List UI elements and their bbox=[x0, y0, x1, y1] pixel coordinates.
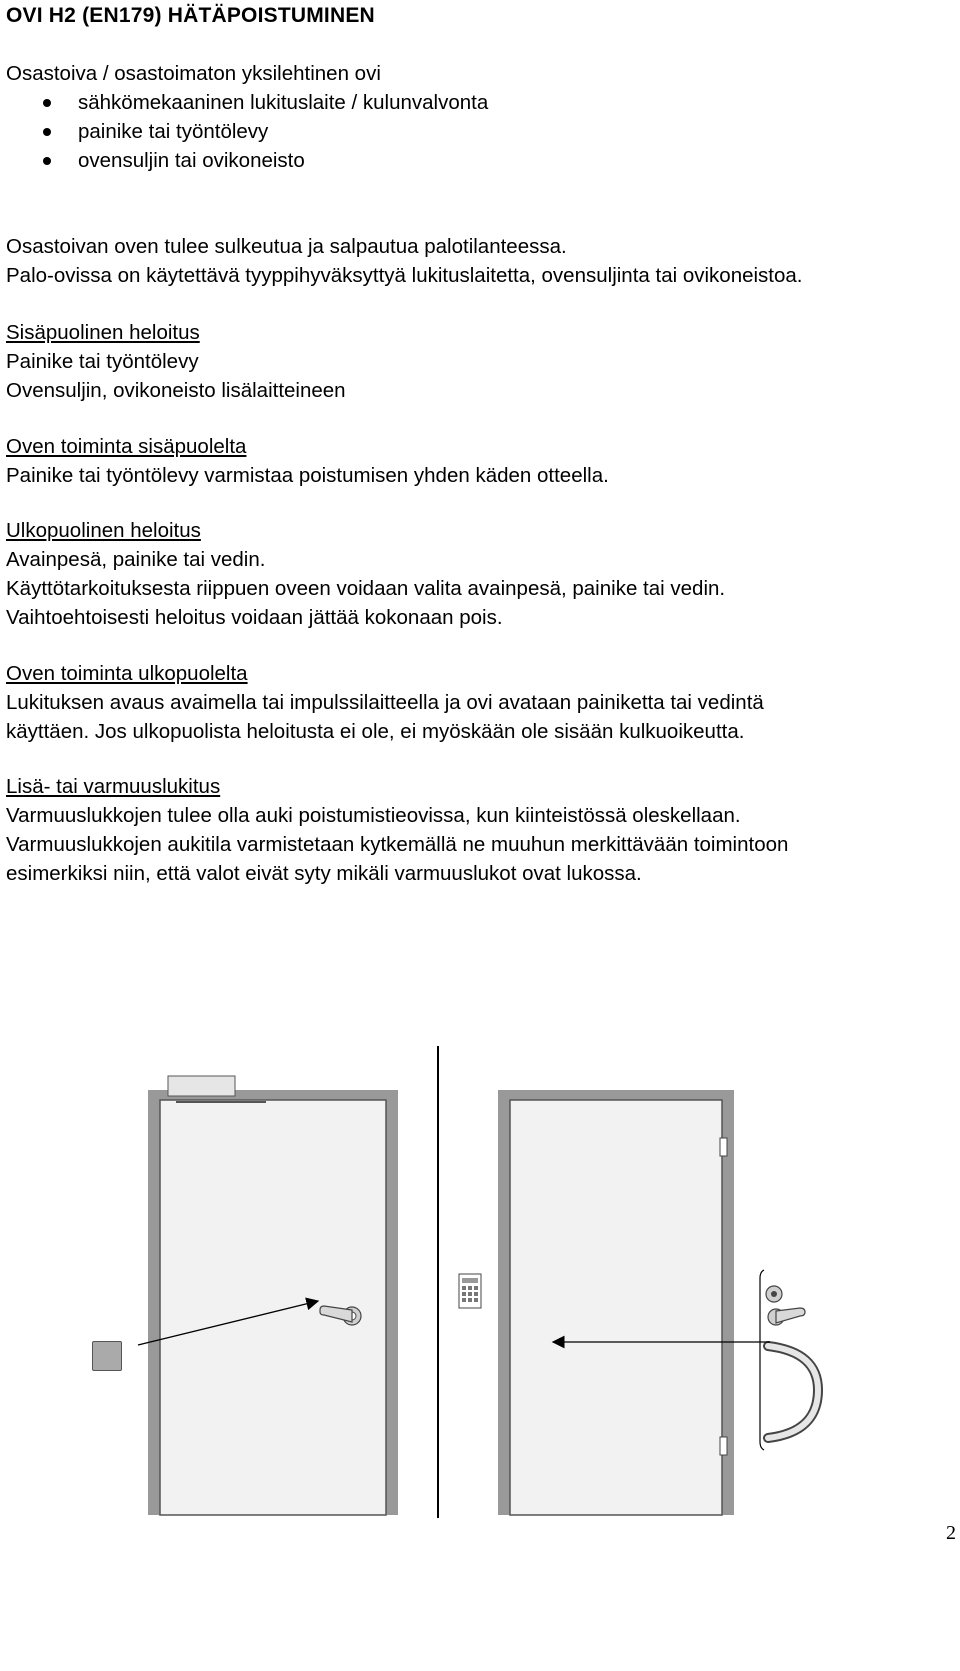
section-heading: Ulkopuolinen heloitus bbox=[6, 519, 201, 542]
document-title: OVI H2 (EN179) HÄTÄPOISTUMINEN bbox=[6, 4, 375, 27]
paragraph-line: Ovensuljin, ovikoneisto lisälaitteineen bbox=[6, 379, 346, 402]
page-number: 2 bbox=[946, 1522, 956, 1544]
hinge-icon bbox=[720, 1437, 727, 1455]
card-reader-icon bbox=[459, 1274, 481, 1308]
key-cylinder-icon bbox=[766, 1286, 782, 1302]
door-leaf bbox=[510, 1100, 722, 1515]
exit-push-button bbox=[92, 1341, 122, 1371]
paragraph-line: käyttäen. Jos ulkopuolista heloitusta ei ole, ei myöskään ole sisään kulkuoikeutta. bbox=[6, 720, 745, 743]
door-handle-icon bbox=[768, 1308, 805, 1325]
door-illustration bbox=[0, 1040, 960, 1520]
paragraph-line: Varmuuslukkojen aukitila varmistetaan kytkemällä ne muuhun merkittävään toimintoon bbox=[6, 833, 789, 856]
paragraph-line: Avainpesä, painike tai vedin. bbox=[6, 548, 266, 571]
bullet-icon bbox=[43, 128, 51, 136]
paragraph-line: Painike tai työntölevy bbox=[6, 350, 199, 373]
paragraph-line: Osastoivan oven tulee sulkeutua ja salpautua palotilanteessa. bbox=[6, 235, 567, 258]
component-list bbox=[6, 88, 488, 175]
door-closer-icon bbox=[168, 1076, 235, 1096]
list-item: painike tai työntölevy bbox=[6, 117, 488, 146]
list-item: sähkömekaaninen lukituslaite / kulunvalvonta bbox=[6, 88, 488, 117]
fire-door-note bbox=[6, 232, 803, 290]
section-outside-operation bbox=[6, 659, 764, 746]
section-outside-hardware bbox=[6, 516, 725, 632]
paragraph-line: Käyttötarkoituksesta riippuen oveen voidaan valita avainpesä, painike tai vedin. bbox=[6, 577, 726, 600]
outside-door-view bbox=[459, 1090, 818, 1515]
section-heading: Lisä- tai varmuuslukitus bbox=[6, 775, 221, 798]
section-inside-hardware bbox=[6, 318, 346, 405]
hinge-icon bbox=[720, 1138, 727, 1156]
paragraph-line: Palo-ovissa on käytettävä tyyppihyväksyttyä lukituslaitetta, ovensuljinta tai ovikoneistoa. bbox=[6, 264, 803, 287]
section-heading: Sisäpuolinen heloitus bbox=[6, 321, 200, 344]
section-heading: Oven toiminta ulkopuolelta bbox=[6, 662, 248, 685]
list-item: ovensuljin tai ovikoneisto bbox=[6, 146, 488, 175]
intro-heading: Osastoiva / osastoimaton yksilehtinen ovi bbox=[6, 62, 381, 85]
paragraph-line: Lukituksen avaus avaimella tai impulssilaitteella ja ovi avataan painiketta tai vedintä bbox=[6, 691, 764, 714]
paragraph-line: esimerkiksi niin, että valot eivät syty mikäli varmuuslukot ovat lukossa. bbox=[6, 862, 642, 885]
inside-door-view bbox=[138, 1076, 398, 1515]
section-additional-locking bbox=[6, 772, 788, 888]
pull-handle-icon bbox=[768, 1346, 818, 1438]
bullet-icon bbox=[43, 99, 51, 107]
paragraph-line: Painike tai työntölevy varmistaa poistumisen yhden käden otteella. bbox=[6, 464, 609, 487]
section-heading: Oven toiminta sisäpuolelta bbox=[6, 435, 247, 458]
paragraph-line: Varmuuslukkojen tulee olla auki poistumistieovissa, kun kiinteistössä oleskellaan. bbox=[6, 804, 741, 827]
paragraph-line: Vaihtoehtoisesti heloitus voidaan jättää kokonaan pois. bbox=[6, 606, 503, 629]
intro-section bbox=[6, 59, 488, 175]
bullet-icon bbox=[43, 157, 51, 165]
section-inside-operation bbox=[6, 432, 609, 490]
